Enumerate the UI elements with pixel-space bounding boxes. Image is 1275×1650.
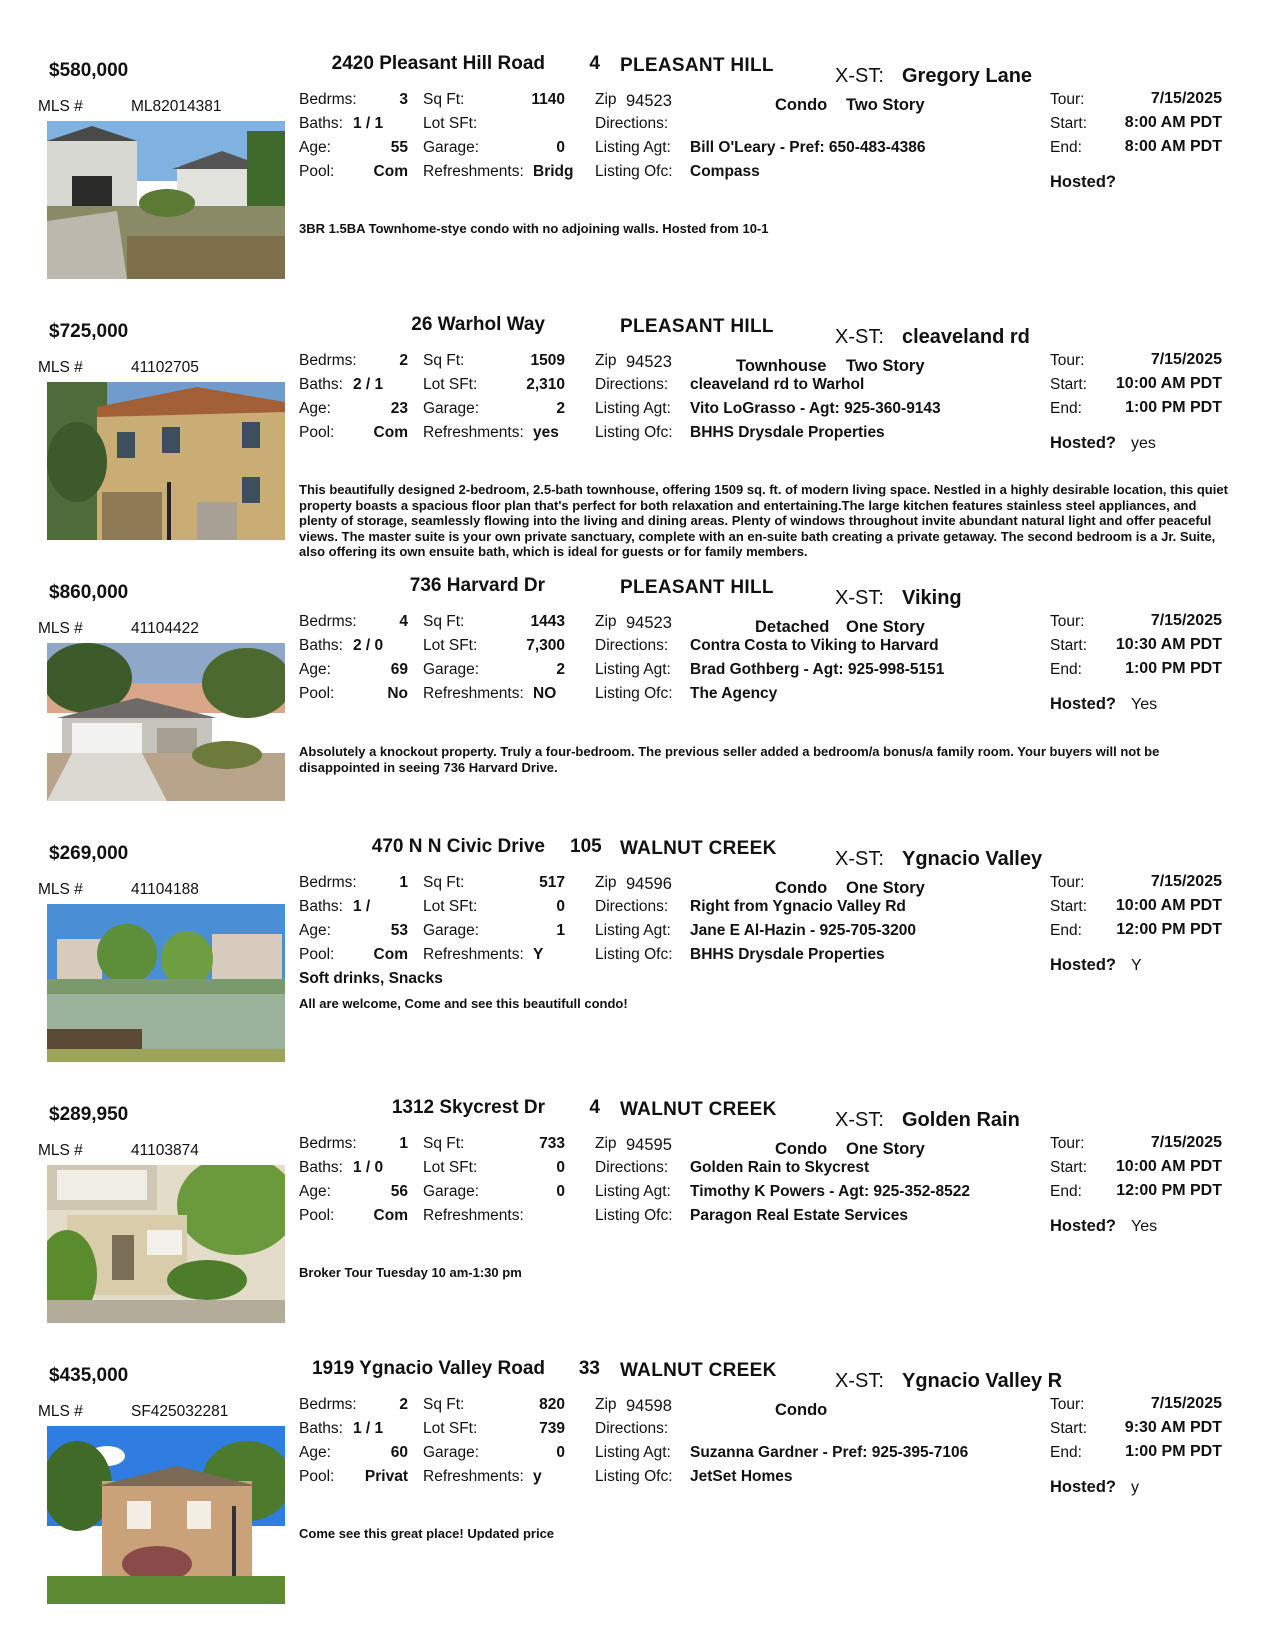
hosted-value: Yes	[1131, 1218, 1158, 1235]
stories: One Story	[846, 1140, 925, 1158]
bedrooms-label: Bedrms:	[299, 352, 357, 369]
listing-price: $860,000	[49, 582, 129, 603]
listing-card	[0, 1085, 1275, 1345]
listing-city: WALNUT CREEK	[620, 1360, 777, 1381]
lot-sqft-label: Lot SFt:	[423, 637, 478, 654]
listing-unit: 4	[589, 53, 600, 74]
stories: One Story	[846, 879, 925, 897]
listing-photo[interactable]	[47, 904, 285, 1062]
age-label: Age:	[299, 1444, 331, 1461]
mls-number: ML82014381	[131, 98, 222, 115]
hosted-label: Hosted?	[1050, 1217, 1116, 1235]
age-value: 53	[390, 922, 408, 939]
directions-value: Contra Costa to Viking to Harvard	[690, 637, 939, 654]
end-time: 12:00 PM PDT	[1116, 921, 1222, 938]
sqft-label: Sq Ft:	[423, 874, 465, 891]
cross-street-label: X-ST:	[835, 848, 884, 870]
refreshments-label: Refreshments:	[423, 424, 524, 441]
baths-value: 1 / 1	[353, 115, 384, 132]
listing-price: $580,000	[49, 60, 129, 81]
hosted-label: Hosted?	[1050, 173, 1116, 191]
cross-street-value: Viking	[902, 587, 962, 609]
mls-number: 41104422	[131, 620, 199, 637]
listing-agent-value: Vito LoGrasso - Agt: 925-360-9143	[690, 400, 941, 417]
directions-value: Golden Rain to Skycrest	[690, 1159, 870, 1176]
mls-label: MLS #	[38, 359, 83, 376]
hosted-label: Hosted?	[1050, 956, 1116, 974]
zip-label: Zip	[595, 874, 617, 891]
garage-label: Garage:	[423, 661, 480, 678]
listing-agent-value: Timothy K Powers - Agt: 925-352-8522	[690, 1183, 970, 1200]
cross-street-label: X-ST:	[835, 1109, 884, 1131]
age-value: 56	[390, 1183, 408, 1200]
refreshments-label: Refreshments:	[423, 163, 524, 180]
listing-remarks: 3BR 1.5BA Townhome-stye condo with no adjoining walls. Hosted from 10-1	[299, 221, 769, 236]
listing-address: 470 N N Civic Drive	[371, 836, 545, 857]
mls-number: 41104188	[131, 881, 199, 898]
listing-agent-label: Listing Agt:	[595, 139, 671, 156]
listing-price: $289,950	[49, 1104, 129, 1125]
garage-value: 0	[556, 1183, 565, 1200]
lot-sqft-value: 7,300	[526, 637, 565, 654]
garage-label: Garage:	[423, 139, 480, 156]
garage-value: 2	[556, 661, 565, 678]
bedrooms-label: Bedrms:	[299, 1135, 357, 1152]
zip-value: 94523	[626, 353, 672, 371]
baths-value: 2 / 0	[353, 637, 384, 654]
pool-label: Pool:	[299, 685, 335, 702]
directions-label: Directions:	[595, 637, 669, 654]
property-type: Townhouse	[736, 357, 827, 375]
hosted-value: yes	[1131, 435, 1156, 452]
sqft-value: 820	[539, 1396, 565, 1413]
bedrooms-label: Bedrms:	[299, 91, 357, 108]
sqft-label: Sq Ft:	[423, 352, 465, 369]
listing-address: 1919 Ygnacio Valley Road	[311, 1358, 545, 1379]
hosted-value: Yes	[1131, 696, 1158, 713]
listing-agent-label: Listing Agt:	[595, 922, 671, 939]
age-label: Age:	[299, 1183, 331, 1200]
cross-street-label: X-ST:	[835, 326, 884, 348]
listing-agent-label: Listing Agt:	[595, 1183, 671, 1200]
listing-office-value: BHHS Drysdale Properties	[690, 424, 885, 441]
listing-photo-image	[47, 904, 285, 1062]
start-label: Start:	[1050, 1159, 1088, 1176]
refreshments-detail: Soft drinks, Snacks	[299, 970, 443, 987]
listing-photo[interactable]	[47, 121, 285, 279]
start-label: Start:	[1050, 115, 1088, 132]
cross-street-value: cleaveland rd	[902, 326, 1030, 348]
listing-office-label: Listing Ofc:	[595, 163, 673, 180]
listing-address: 736 Harvard Dr	[409, 575, 545, 596]
refreshments-value: y	[533, 1468, 542, 1485]
listing-card	[0, 41, 1275, 301]
pool-label: Pool:	[299, 424, 335, 441]
garage-label: Garage:	[423, 400, 480, 417]
tour-label: Tour:	[1050, 1135, 1085, 1152]
listing-city: WALNUT CREEK	[620, 838, 777, 859]
listing-agent-value: Bill O'Leary - Pref: 650-483-4386	[690, 139, 926, 156]
garage-label: Garage:	[423, 1183, 480, 1200]
mls-label: MLS #	[38, 98, 83, 115]
listing-address: 2420 Pleasant Hill Road	[331, 53, 545, 74]
listing-city: PLEASANT HILL	[620, 55, 774, 76]
listing-photo-image	[47, 1426, 285, 1604]
tour-label: Tour:	[1050, 91, 1085, 108]
lot-sqft-label: Lot SFt:	[423, 376, 478, 393]
mls-label: MLS #	[38, 1403, 83, 1420]
bedrooms-label: Bedrms:	[299, 613, 357, 630]
garage-value: 0	[556, 139, 565, 156]
listing-city: PLEASANT HILL	[620, 316, 774, 337]
cross-street-value: Ygnacio Valley R	[902, 1370, 1063, 1392]
lot-sqft-label: Lot SFt:	[423, 898, 478, 915]
start-time: 10:00 AM PDT	[1115, 897, 1222, 914]
pool-label: Pool:	[299, 163, 335, 180]
listing-photo-image	[47, 1165, 285, 1323]
refreshments-label: Refreshments:	[423, 1468, 524, 1485]
listing-unit: 105	[570, 836, 602, 857]
tour-date: 7/15/2025	[1150, 1395, 1222, 1412]
age-label: Age:	[299, 139, 331, 156]
zip-value: 94596	[626, 875, 672, 893]
baths-label: Baths:	[299, 1420, 343, 1437]
hosted-label: Hosted?	[1050, 434, 1116, 452]
listing-card	[0, 302, 1275, 562]
listing-office-label: Listing Ofc:	[595, 1468, 673, 1485]
pool-value: Privat	[364, 1468, 408, 1485]
listing-price: $725,000	[49, 321, 129, 342]
start-label: Start:	[1050, 898, 1088, 915]
listing-photo-image	[47, 643, 285, 801]
directions-label: Directions:	[595, 1159, 669, 1176]
zip-value: 94595	[626, 1136, 672, 1154]
listing-agent-label: Listing Agt:	[595, 1444, 671, 1461]
lot-sqft-label: Lot SFt:	[423, 1420, 478, 1437]
baths-label: Baths:	[299, 1159, 343, 1176]
tour-date: 7/15/2025	[1150, 351, 1222, 368]
cross-street-label: X-ST:	[835, 587, 884, 609]
pool-value: Com	[373, 1207, 408, 1224]
listing-office-value: BHHS Drysdale Properties	[690, 946, 885, 963]
end-time: 1:00 PM PDT	[1125, 399, 1222, 416]
sqft-label: Sq Ft:	[423, 1396, 465, 1413]
garage-value: 0	[556, 1444, 565, 1461]
garage-label: Garage:	[423, 922, 480, 939]
sqft-label: Sq Ft:	[423, 91, 465, 108]
zip-label: Zip	[595, 613, 617, 630]
hosted-value: y	[1131, 1479, 1139, 1496]
end-label: End:	[1050, 661, 1082, 678]
age-value: 69	[390, 661, 408, 678]
start-label: Start:	[1050, 637, 1088, 654]
listing-office-value: Compass	[690, 163, 760, 180]
listing-agent-label: Listing Agt:	[595, 400, 671, 417]
end-time: 12:00 PM PDT	[1116, 1182, 1222, 1199]
age-value: 60	[390, 1444, 408, 1461]
lot-sqft-value: 2,310	[526, 376, 565, 393]
tour-label: Tour:	[1050, 1396, 1085, 1413]
listing-remarks: Absolutely a knockout property. Truly a four-bedroom. The previous seller added a bedroom/a bonus/a family room. Your buyers will not be disappointed in seeing 736 Harvard Drive.	[299, 744, 1160, 775]
property-type: Condo	[775, 879, 828, 897]
pool-value: Com	[373, 163, 408, 180]
directions-value: cleaveland rd to Warhol	[690, 376, 865, 393]
start-time: 8:00 AM PDT	[1124, 114, 1222, 131]
baths-value: 1 /	[353, 898, 371, 915]
refreshments-value: yes	[533, 424, 559, 441]
refreshments-label: Refreshments:	[423, 1207, 524, 1224]
bedrooms-value: 2	[399, 352, 408, 369]
listing-unit: 4	[589, 1097, 600, 1118]
hosted-label: Hosted?	[1050, 695, 1116, 713]
lot-sqft-value: 739	[539, 1420, 565, 1437]
lot-sqft-value: 0	[556, 1159, 565, 1176]
baths-value: 1 / 0	[353, 1159, 384, 1176]
pool-label: Pool:	[299, 946, 335, 963]
cross-street-value: Golden Rain	[902, 1109, 1020, 1131]
sqft-value: 1443	[530, 613, 565, 630]
listing-office-value: The Agency	[690, 685, 778, 702]
zip-value: 94523	[626, 614, 672, 632]
listing-photo[interactable]	[47, 643, 285, 801]
cross-street-value: Gregory Lane	[902, 65, 1033, 87]
listing-agent-label: Listing Agt:	[595, 661, 671, 678]
pool-label: Pool:	[299, 1468, 335, 1485]
listing-office-label: Listing Ofc:	[595, 1207, 673, 1224]
directions-label: Directions:	[595, 898, 669, 915]
end-label: End:	[1050, 400, 1082, 417]
pool-value: No	[387, 685, 408, 702]
listing-photo-image	[47, 382, 285, 540]
listing-office-label: Listing Ofc:	[595, 946, 673, 963]
zip-label: Zip	[595, 352, 617, 369]
age-value: 55	[390, 139, 408, 156]
listing-address: 1312 Skycrest Dr	[391, 1097, 545, 1118]
cross-street-label: X-ST:	[835, 1370, 884, 1392]
zip-value: 94598	[626, 1397, 672, 1415]
hosted-label: Hosted?	[1050, 1478, 1116, 1496]
listing-office-label: Listing Ofc:	[595, 424, 673, 441]
cross-street-label: X-ST:	[835, 65, 884, 87]
age-value: 23	[390, 400, 408, 417]
tour-date: 7/15/2025	[1150, 873, 1222, 890]
refreshments-label: Refreshments:	[423, 946, 524, 963]
mls-label: MLS #	[38, 620, 83, 637]
baths-value: 2 / 1	[353, 376, 384, 393]
bedrooms-value: 2	[399, 1396, 408, 1413]
zip-value: 94523	[626, 92, 672, 110]
mls-label: MLS #	[38, 881, 83, 898]
bedrooms-value: 4	[399, 613, 408, 630]
end-label: End:	[1050, 139, 1082, 156]
baths-label: Baths:	[299, 376, 343, 393]
mls-number: SF425032281	[131, 1403, 229, 1420]
directions-value: Right from Ygnacio Valley Rd	[690, 898, 906, 915]
baths-label: Baths:	[299, 637, 343, 654]
cross-street-value: Ygnacio Valley	[902, 848, 1043, 870]
tour-date: 7/15/2025	[1150, 612, 1222, 629]
start-time: 9:30 AM PDT	[1124, 1419, 1222, 1436]
mls-label: MLS #	[38, 1142, 83, 1159]
zip-label: Zip	[595, 91, 617, 108]
listing-address: 26 Warhol Way	[411, 314, 545, 335]
baths-label: Baths:	[299, 898, 343, 915]
zip-label: Zip	[595, 1135, 617, 1152]
end-time: 1:00 PM PDT	[1125, 660, 1222, 677]
garage-label: Garage:	[423, 1444, 480, 1461]
listing-unit: 33	[578, 1358, 600, 1379]
listing-office-value: Paragon Real Estate Services	[690, 1207, 908, 1224]
start-time: 10:30 AM PDT	[1115, 636, 1222, 653]
listing-remarks: Come see this great place! Updated price	[299, 1526, 555, 1541]
property-type: Condo	[775, 1401, 828, 1419]
property-type: Detached	[755, 618, 830, 636]
listing-city: WALNUT CREEK	[620, 1099, 777, 1120]
listing-card	[0, 824, 1275, 1084]
start-time: 10:00 AM PDT	[1115, 1158, 1222, 1175]
age-label: Age:	[299, 922, 331, 939]
sqft-value: 733	[539, 1135, 565, 1152]
listing-remarks: This beautifully designed 2-bedroom, 2.5-bath townhouse, offering 1509 sq. ft. of modern living space. Nestled in a highly desirable location, this quiet property boasts a spacious floor plan that's perfect for both relaxation and entertaining.The large kitchen features stainless steel appliances, and plenty of storage, seamlessly flowing into the living and dining areas. Plenty of windows throughout invite abundant natural light and offer peaceful views. The master suite is your own private sanctuary, complete with an en-suite bath creating a private getaway. The second bedroom is a Jr. Suite, also offering its own ensuite bath, which is ideal for guests or for family members.	[299, 482, 1228, 559]
mls-number: 41103874	[131, 1142, 199, 1159]
lot-sqft-value: 0	[556, 898, 565, 915]
listing-office-value: JetSet Homes	[690, 1468, 793, 1485]
start-label: Start:	[1050, 1420, 1088, 1437]
sqft-value: 1509	[530, 352, 565, 369]
end-label: End:	[1050, 922, 1082, 939]
listing-photo[interactable]	[47, 1165, 285, 1323]
directions-label: Directions:	[595, 376, 669, 393]
directions-label: Directions:	[595, 115, 669, 132]
age-label: Age:	[299, 400, 331, 417]
tour-label: Tour:	[1050, 613, 1085, 630]
lot-sqft-label: Lot SFt:	[423, 115, 478, 132]
garage-value: 2	[556, 400, 565, 417]
sqft-value: 517	[539, 874, 565, 891]
directions-label: Directions:	[595, 1420, 669, 1437]
listing-card	[0, 1346, 1275, 1606]
listing-remarks: Broker Tour Tuesday 10 am-1:30 pm	[299, 1265, 522, 1280]
tour-label: Tour:	[1050, 352, 1085, 369]
age-label: Age:	[299, 661, 331, 678]
listing-agent-value: Brad Gothberg - Agt: 925-998-5151	[690, 661, 945, 678]
property-type: Condo	[775, 1140, 828, 1158]
pool-label: Pool:	[299, 1207, 335, 1224]
refreshments-value: NO	[533, 685, 557, 702]
sqft-label: Sq Ft:	[423, 613, 465, 630]
refreshments-value: Y	[533, 946, 544, 963]
bedrooms-value: 3	[399, 91, 408, 108]
baths-value: 1 / 1	[353, 1420, 384, 1437]
listing-card	[0, 563, 1275, 823]
listing-photo[interactable]	[47, 1426, 285, 1604]
start-time: 10:00 AM PDT	[1115, 375, 1222, 392]
listing-price: $269,000	[49, 843, 129, 864]
bedrooms-label: Bedrms:	[299, 1396, 357, 1413]
start-label: Start:	[1050, 376, 1088, 393]
listing-agent-value: Suzanna Gardner - Pref: 925-395-7106	[690, 1444, 969, 1461]
bedrooms-label: Bedrms:	[299, 874, 357, 891]
refreshments-value: Bridg	[533, 163, 574, 180]
bedrooms-value: 1	[399, 874, 408, 891]
listing-city: PLEASANT HILL	[620, 577, 774, 598]
stories: Two Story	[846, 357, 925, 375]
hosted-value: Y	[1131, 957, 1142, 974]
refreshments-label: Refreshments:	[423, 685, 524, 702]
sqft-label: Sq Ft:	[423, 1135, 465, 1152]
stories: Two Story	[846, 96, 925, 114]
stories: One Story	[846, 618, 925, 636]
garage-value: 1	[556, 922, 565, 939]
tour-label: Tour:	[1050, 874, 1085, 891]
listing-remarks: All are welcome, Come and see this beautifull condo!	[299, 996, 628, 1011]
zip-label: Zip	[595, 1396, 617, 1413]
end-time: 8:00 AM PDT	[1124, 138, 1222, 155]
listing-photo-image	[47, 121, 285, 279]
property-type: Condo	[775, 96, 828, 114]
end-label: End:	[1050, 1183, 1082, 1200]
pool-value: Com	[373, 946, 408, 963]
baths-label: Baths:	[299, 115, 343, 132]
end-time: 1:00 PM PDT	[1125, 1443, 1222, 1460]
bedrooms-value: 1	[399, 1135, 408, 1152]
lot-sqft-label: Lot SFt:	[423, 1159, 478, 1176]
sqft-value: 1140	[531, 91, 565, 108]
listing-office-label: Listing Ofc:	[595, 685, 673, 702]
listing-price: $435,000	[49, 1365, 129, 1386]
listing-agent-value: Jane E Al-Hazin - 925-705-3200	[690, 922, 917, 939]
tour-date: 7/15/2025	[1150, 90, 1222, 107]
listing-photo[interactable]	[47, 382, 285, 540]
mls-number: 41102705	[131, 359, 199, 376]
end-label: End:	[1050, 1444, 1082, 1461]
tour-date: 7/15/2025	[1150, 1134, 1222, 1151]
pool-value: Com	[373, 424, 408, 441]
